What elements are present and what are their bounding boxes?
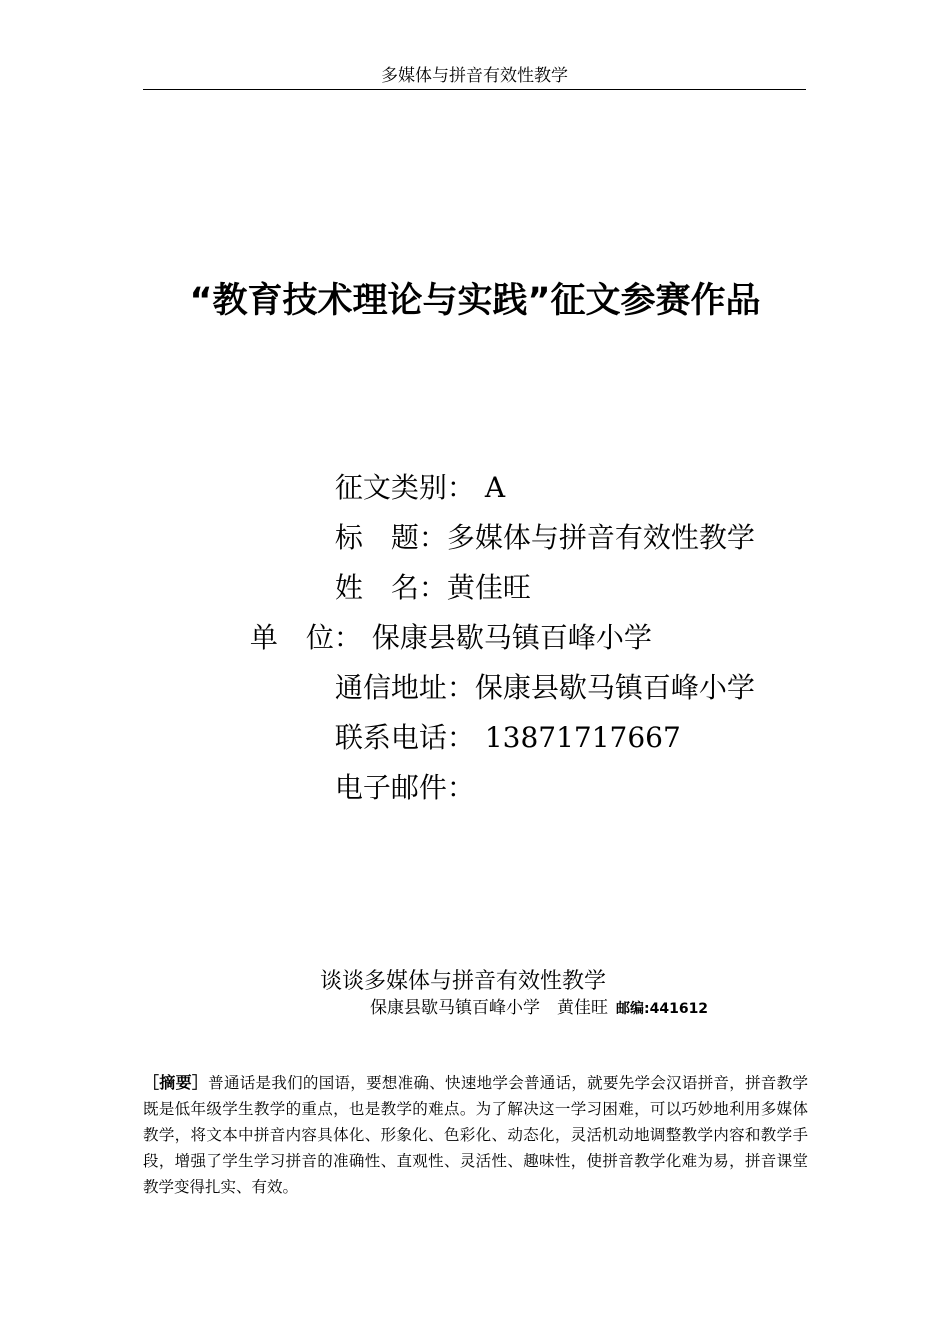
- name-label: 姓 名：: [334, 571, 447, 604]
- header-divider: [143, 89, 806, 90]
- main-title: “教育技术理论与实践”征文参赛作品: [189, 281, 761, 321]
- byline-postcode: 邮编:441612: [616, 1001, 709, 1017]
- title-value: 多媒体与拼音有效性教学: [446, 521, 755, 554]
- title-label: 标 题：: [334, 521, 447, 554]
- phone-value: 13871717667: [484, 721, 681, 754]
- unit-label: 单 位：: [249, 621, 362, 654]
- address-label: 通信地址：: [334, 671, 475, 704]
- phone-label: 联系电话：: [334, 721, 475, 754]
- article-title: 谈谈多媒体与拼音有效性教学: [320, 969, 607, 994]
- page-header: 多媒体与拼音有效性教学: [381, 66, 568, 86]
- category-value: A: [484, 471, 506, 504]
- email-label: 电子邮件：: [334, 771, 475, 804]
- unit-value: 保康县歇马镇百峰小学: [371, 621, 652, 654]
- byline-author: 保康县歇马镇百峰小学 黄佳旺: [370, 998, 608, 1018]
- abstract-label: ［摘要］: [143, 1073, 209, 1092]
- article-byline: [370, 996, 708, 1021]
- abstract-text: 普通话是我们的国语，要想准确、快速地学会普通话，就要先学会汉语拼音，拼音教学既是低年级学生教学的重点，也是教学的难点。为了解决这一学习困难，可以巧妙地利用多媒体教学，将文本中拼音内容具体化、形象化、色彩化、动态化，灵活机动地调整教学内容和教学手段，增强了学生学习拼音的准确性、直观性、灵活性、趣味性，使拼音教学化难为易，拼音课堂教学变得扎实、有效。: [143, 1074, 808, 1196]
- address-value: 保康县歇马镇百峰小学: [474, 671, 755, 704]
- abstract: [143, 1070, 808, 1200]
- name-value: 黄佳旺: [446, 571, 531, 604]
- category-label: 征文类别：: [334, 471, 475, 504]
- info-row-email: [317, 728, 475, 808]
